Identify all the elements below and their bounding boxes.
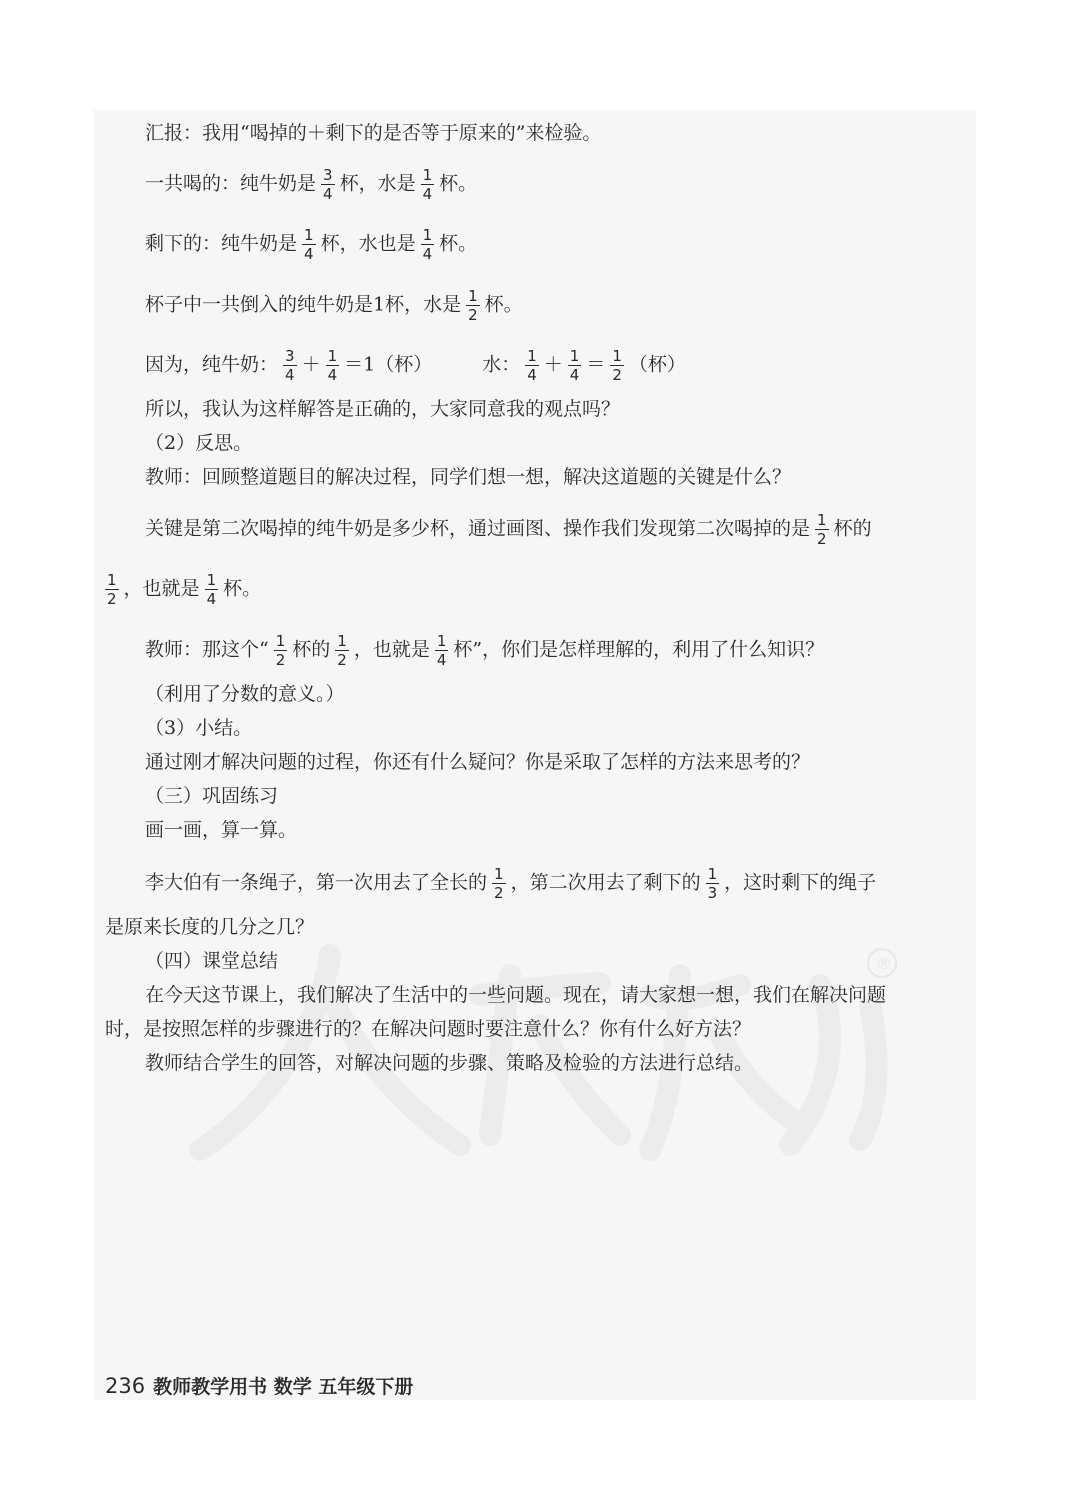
poured-line: 杯子中一共倒入的纯牛奶是1杯，水是 $\frac{1}{2}$ 杯。 <box>145 287 523 324</box>
fraction: $\frac{1}{2}$ <box>468 287 478 324</box>
fraction: $\frac{1}{4}$ <box>206 571 217 608</box>
section-lesson-summary: （四）课堂总结 <box>145 950 279 972</box>
book-title: 教师教学用书 数学 五年级下册 <box>153 1376 414 1398</box>
total-drunk-line: 一共喝的：纯牛奶是 $\frac{3}{4}$ 杯，水是 $\frac{1}{4}$ 杯。 <box>145 166 478 203</box>
fraction: $\frac{1}{2}$ <box>817 511 827 548</box>
lesson-summary-line: 在今天这节课上，我们解决了生活中的一些问题。现在，请大家想一想，我们在解决问题 <box>145 984 887 1006</box>
fraction: $\frac{1}{2}$ <box>494 865 504 902</box>
key-point-line: 关键是第二次喝掉的纯牛奶是多少杯，通过画图、操作我们发现第二次喝掉的是 $\frac{1}{2}$ 杯的 <box>145 511 872 548</box>
section-practice: （三）巩固练习 <box>145 785 279 807</box>
fraction-meaning-line: （利用了分数的意义。） <box>145 683 345 705</box>
teacher-question-line: 教师：回顾整道题目的解决过程，同学们想一想，解决这道题的关键是什么？ <box>145 466 792 488</box>
teacher-followup-line: 教师：那这个“ $\frac{1}{2}$ 杯的 $\frac{1}{2}$ ，也就是 $\frac{1}{4}$ 杯”，你们是怎样理解的，利用了什么知识？ <box>145 632 825 669</box>
fraction: $\frac{1}{4}$ <box>327 347 338 384</box>
svg-text:®: ® <box>876 954 892 973</box>
rope-problem-continuation: 是原来长度的几分之几？ <box>105 916 315 938</box>
fraction: $\frac{1}{2}$ <box>275 632 286 669</box>
page-number: 236 <box>105 1374 146 1398</box>
fraction: $\frac{1}{4}$ <box>304 226 314 263</box>
key-point-continuation: $\frac{1}{2}$ ，也就是 $\frac{1}{4}$ 杯。 <box>107 571 262 608</box>
section-summary: （3）小结。 <box>145 717 253 739</box>
teacher-summary-line: 教师结合学生的回答，对解决问题的步骤、策略及检验的方法进行总结。 <box>145 1052 754 1074</box>
fraction: $\frac{3}{4}$ <box>323 166 333 203</box>
page-footer <box>105 1372 413 1399</box>
fraction: $\frac{1}{4}$ <box>527 347 537 384</box>
lesson-summary-continuation: 时，是按照怎样的步骤进行的？在解决问题时要注意什么？你有什么好方法？ <box>105 1018 752 1040</box>
rope-problem-line: 李大伯有一条绳子，第一次用去了全长的 $\frac{1}{2}$ ，第二次用去了剩下的 $\frac{1}{3}$ ，这时剩下的绳子 <box>145 865 877 902</box>
fraction: $\frac{1}{4}$ <box>569 347 580 384</box>
section-reflection: （2）反思。 <box>145 432 253 454</box>
fraction: $\frac{1}{4}$ <box>422 166 433 203</box>
fraction: $\frac{1}{4}$ <box>422 226 433 263</box>
fraction: $\frac{1}{3}$ <box>707 865 718 902</box>
equation-line: 因为，纯牛奶： $\frac{3}{4}$ ＋ $\frac{1}{4}$ ＝1（杯） 水： $\frac{1}{4}$ ＋ $\frac{1}{4}$ ＝ $\frac{1}{2}$ （杯） <box>145 347 686 384</box>
fraction: $\frac{1}{4}$ <box>436 632 447 669</box>
summary-question-line: 通过刚才解决问题的过程，你还有什么疑问？你是采取了怎样的方法来思考的？ <box>145 751 811 773</box>
fraction: $\frac{1}{2}$ <box>337 632 347 669</box>
conclusion-line: 所以，我认为这样解答是正确的，大家同意我的观点吗？ <box>145 398 621 420</box>
report-line: 汇报：我用“喝掉的＋剩下的是否等于原来的”来检验。 <box>145 122 602 144</box>
remaining-line: 剩下的：纯牛奶是 $\frac{1}{4}$ 杯，水也是 $\frac{1}{4}$ 杯。 <box>145 226 478 263</box>
fraction: $\frac{1}{2}$ <box>612 347 622 384</box>
practice-instruction: 画一画，算一算。 <box>145 819 298 841</box>
fraction: $\frac{1}{2}$ <box>107 571 117 608</box>
fraction: $\frac{3}{4}$ <box>285 347 295 384</box>
